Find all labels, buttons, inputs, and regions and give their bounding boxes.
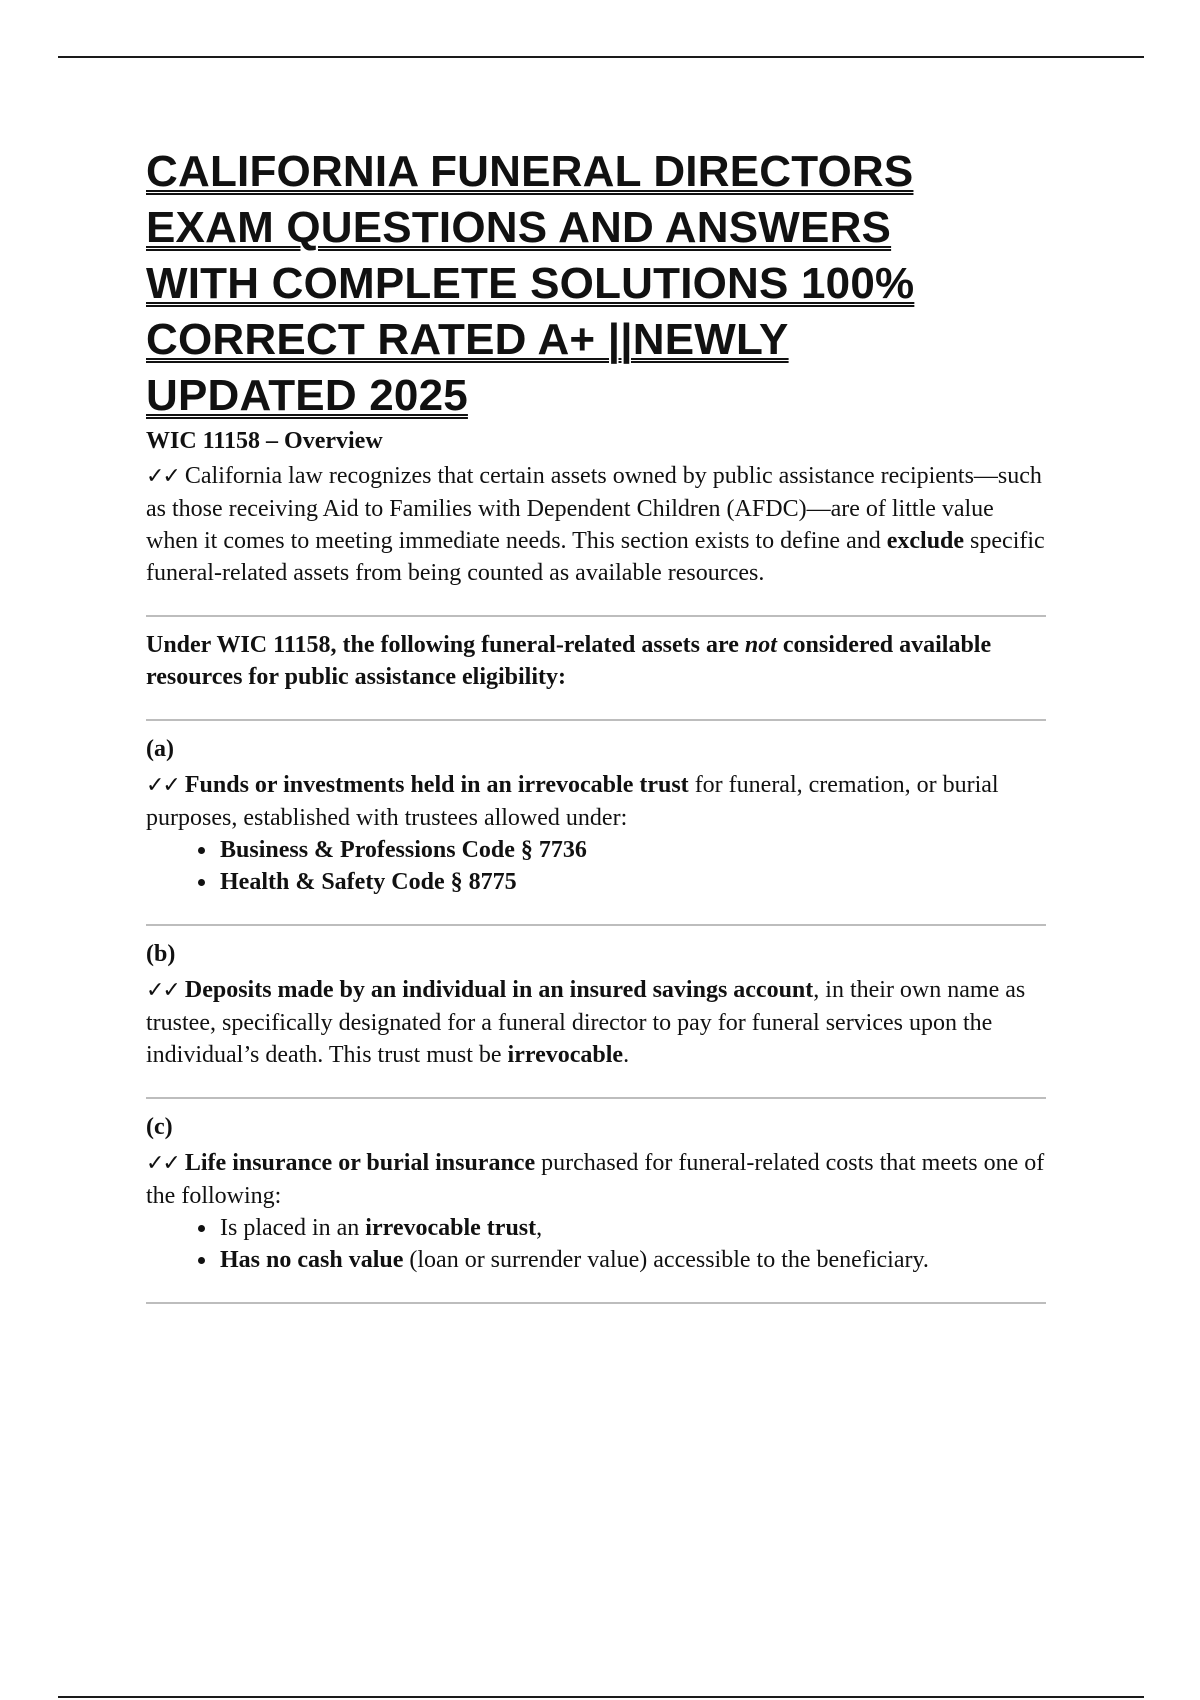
section-divider [146, 924, 1046, 926]
section-a-bold-text: Funds or investments held in an irrevocable trust [184, 772, 689, 798]
list-item: • Business & Professions Code § 7736 [218, 834, 1046, 866]
section-c-paragraph [146, 1147, 1046, 1212]
section-a-paragraph [146, 769, 1046, 834]
title-line: EXAM QUESTIONS AND ANSWERS [146, 203, 892, 252]
overview-heading: WIC 11158 – Overview [146, 428, 383, 454]
overview-bold-text: exclude [886, 528, 965, 554]
overview-paragraph [146, 460, 1046, 589]
section-divider [146, 719, 1046, 721]
title-line: WITH COMPLETE SOLUTIONS 100% [146, 259, 915, 308]
section-b-text: , in their own name as trustee, specifically designated for a funeral director to pay for funeral services upon the individual’s death. This trust must be [146, 977, 1026, 1068]
bottom-rule [58, 1696, 1144, 1698]
section-b-end: . [623, 1042, 630, 1068]
double-check-icon: ✓✓ [146, 978, 179, 1003]
section-a [146, 733, 1046, 898]
document-title [146, 144, 1046, 424]
section-b [146, 938, 1046, 1071]
intro-italic-text: not [744, 632, 777, 658]
section-b-bold-text: Deposits made by an individual in an insured savings account [184, 977, 814, 1003]
title-line: CORRECT RATED A+ ||NEWLY [146, 315, 789, 364]
double-check-icon: ✓✓ [146, 1151, 179, 1176]
bullet-text-end: , [536, 1215, 543, 1241]
section-a-label: (a) [146, 736, 174, 762]
section-c-bold-text: Life insurance or burial insurance [184, 1150, 536, 1176]
top-rule [58, 56, 1144, 58]
section-b-label: (b) [146, 941, 176, 967]
section-a-text: for funeral, cremation, or burial purposes, established with trustees allowed under: [146, 772, 999, 831]
document-page [146, 144, 1046, 1316]
list-item: • Health & Safety Code § 8775 [218, 866, 1046, 898]
section-b-bold-end: irrevocable [507, 1042, 624, 1068]
overview-text-end: specific funeral-related assets from being counted as available resources. [146, 528, 1045, 586]
double-check-icon: ✓✓ [146, 464, 179, 489]
bullet-text: Is placed in an [220, 1215, 360, 1241]
section-c-bullet-list [146, 1212, 1046, 1276]
bullet-text-end: (loan or surrender value) accessible to the beneficiary. [409, 1247, 929, 1273]
title-line: CALIFORNIA FUNERAL DIRECTORS [146, 147, 914, 196]
list-item [218, 1244, 1046, 1276]
intro-text-end: considered available resources for public assistance eligibility: [146, 632, 992, 690]
section-b-paragraph [146, 974, 1046, 1071]
section-divider [146, 1097, 1046, 1099]
section-c [146, 1111, 1046, 1276]
title-line: UPDATED 2025 [146, 371, 468, 420]
intro-text: Under WIC 11158, the following funeral-related assets are [146, 632, 739, 658]
list-item [218, 1212, 1046, 1244]
double-check-icon: ✓✓ [146, 773, 179, 798]
section-c-label: (c) [146, 1114, 173, 1140]
section-c-text: purchased for funeral-related costs that meets one of the following: [146, 1150, 1045, 1209]
overview-text: California law recognizes that certain assets owned by public assistance recipients—such as those receiving Aid to Families with Dependent Children (AFDC)—are of little value when it comes to meeting immediate needs. This section exists to define and [146, 463, 1042, 554]
bullet-bold-text: Has no cash value [220, 1247, 404, 1273]
section-divider [146, 615, 1046, 617]
section-a-bullet-list [146, 834, 1046, 898]
section-divider [146, 1302, 1046, 1304]
bullet-bold-text: irrevocable trust [365, 1215, 537, 1241]
intro-paragraph [146, 629, 1046, 693]
